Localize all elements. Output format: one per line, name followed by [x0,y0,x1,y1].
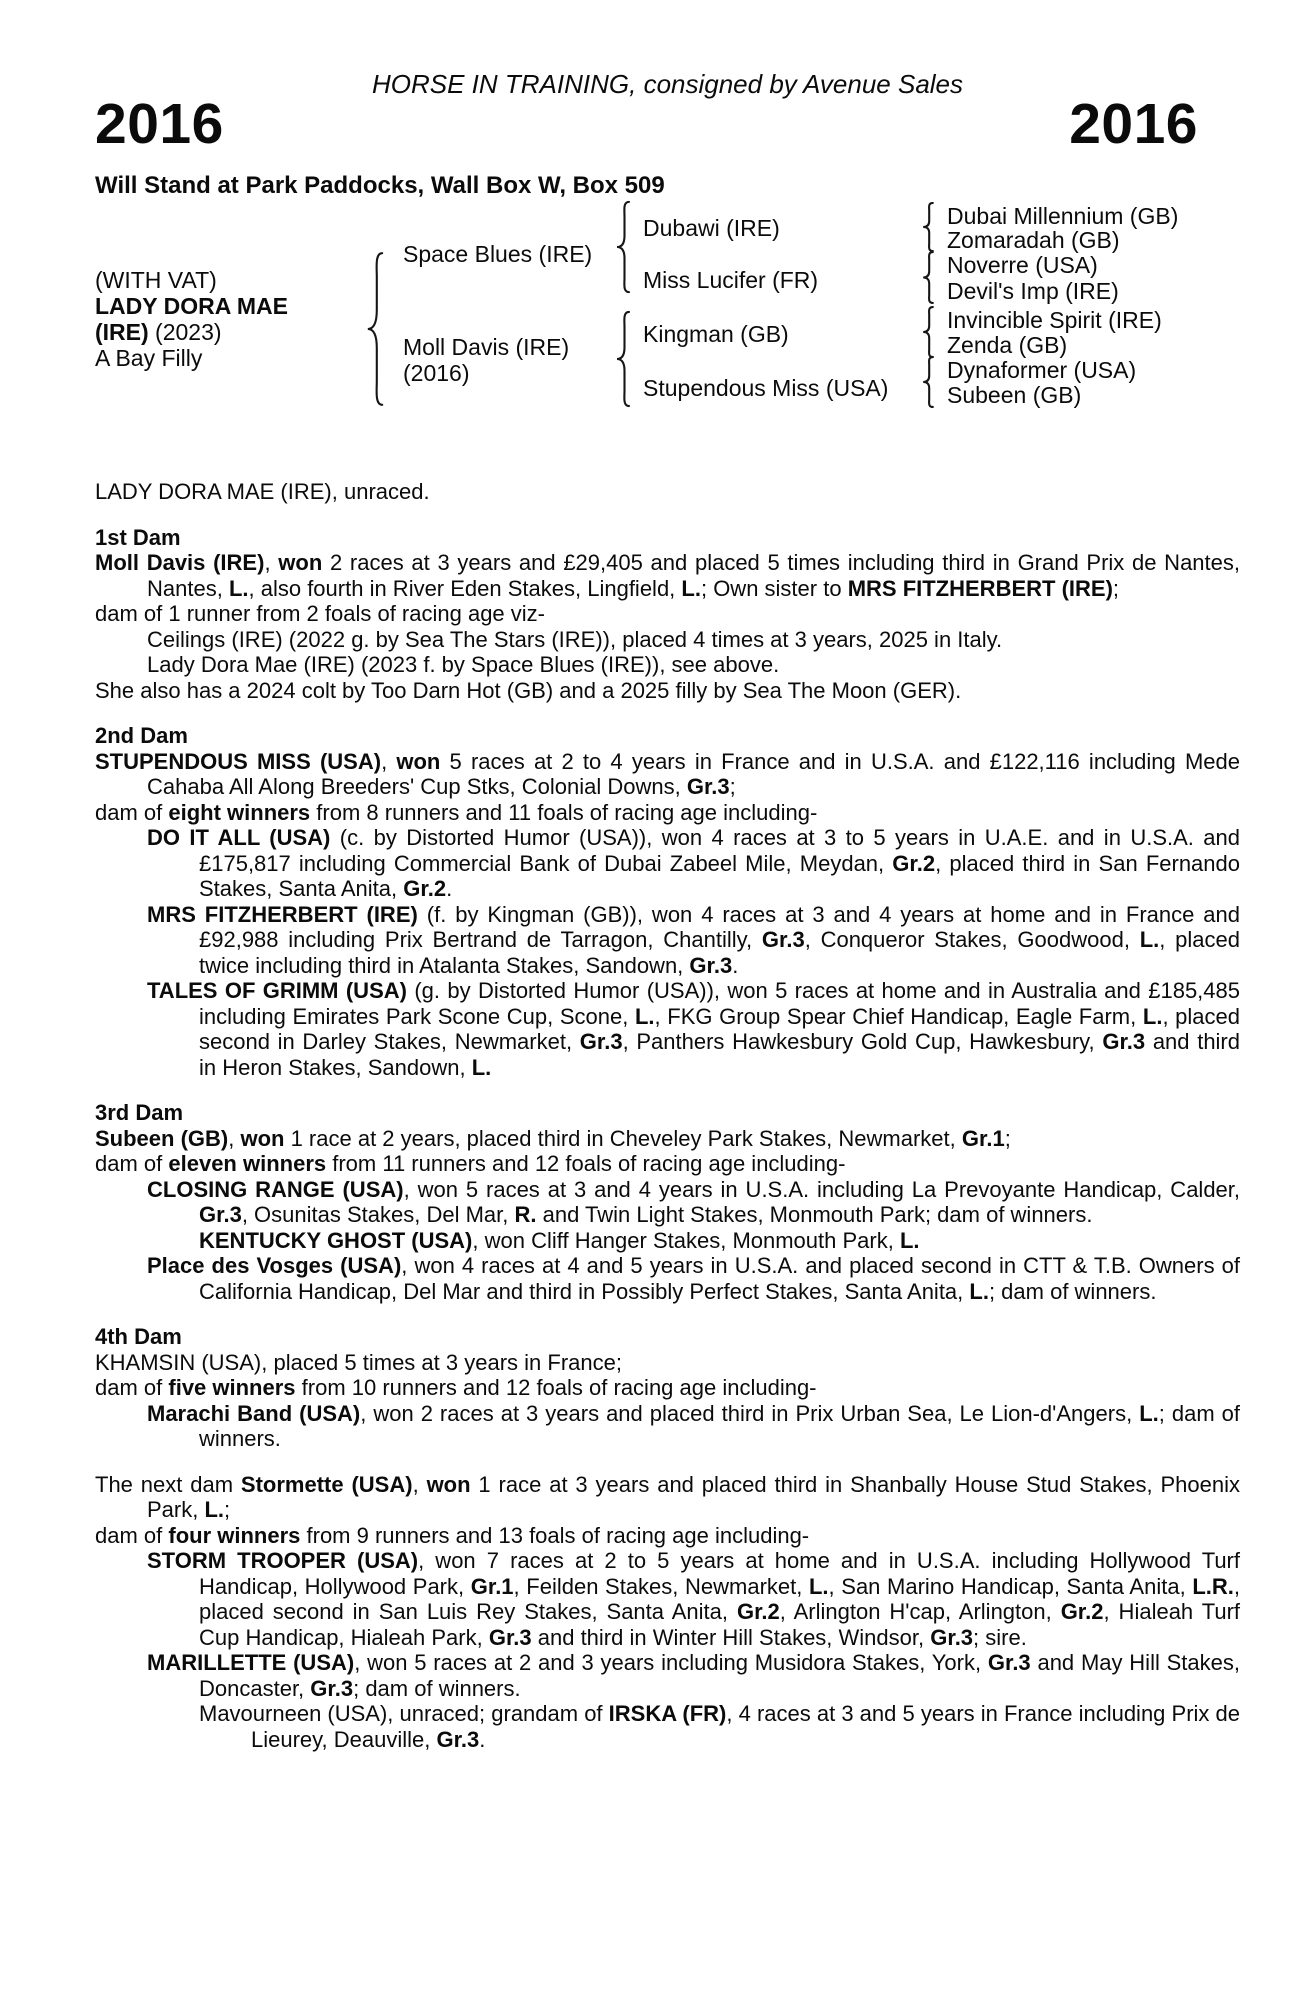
text: , Hialeah Turf Cup Handicap, Hialeah Park, [199,1599,1241,1650]
pedigree-brace-gg2 [920,251,936,304]
bold-text: five winners [168,1375,296,1400]
place-des-vosges-entry [95,1253,1240,1304]
text: , Panthers Hawkesbury Gold Cup, Hawkesbury, [622,1029,1103,1054]
she-also-has-line [95,678,1240,704]
gg-sire-sire-sire: Dubai Millennium (GB) [947,203,1179,229]
bold-text: L. [1139,927,1160,952]
text: , Arlington H'cap, Arlington, [779,1599,1061,1624]
do-it-all-entry [95,825,1240,902]
text: and Twin Light Stakes, Monmouth Park; dam of winners. [536,1202,1093,1227]
bold-text: L.R. [1192,1573,1234,1599]
dam-year: (2016) [403,360,470,386]
bold-text: L. [204,1497,225,1522]
closing-range-entry [95,1177,1240,1228]
text: 4th Dam [95,1324,182,1349]
gg-sire-dam-dam: Devil's Imp (IRE) [947,278,1119,304]
text: She also has a 2024 colt by Too Darn Hot (GB) and a 2025 filly by Sea The Moon (GER). [95,677,962,703]
pedigree-brace-dam [613,310,633,408]
fourth-dam-entry [95,1350,1240,1376]
text: dam of 1 runner from 2 foals of racing age viz- [95,601,545,626]
bold-text: L. [681,575,701,601]
bold-text: TALES OF GRIMM (USA) [147,978,407,1003]
text: KHAMSIN (USA), placed 5 times at 3 years in France; [95,1349,622,1375]
text: and third in Winter Hill Stakes, Windsor, [531,1624,931,1650]
text: from 8 runners and 11 foals of racing age including- [310,799,818,825]
text: 5 races at 2 to 4 years in France and in U.S.A. and £122,116 including Mede Cahaba All Along Breeders' Cup Stks, Colonial Downs, [147,748,1240,799]
bold-text: Gr.3 [199,1202,242,1227]
bold-text: won [240,1125,285,1151]
pedigree-brace-main [363,250,387,408]
bold-text: four winners [168,1522,301,1548]
dam-dam: Stupendous Miss (USA) [643,375,889,401]
first-dam-produce-line [95,601,1240,627]
horse-description: A Bay Filly [95,345,203,371]
lot-number-left: 2016 [95,92,224,156]
bold-text: L. [1139,1400,1159,1426]
text: LADY DORA MAE (IRE), unraced. [95,479,430,504]
text: 1 race at 2 years, placed third in Cheveley Park Stakes, Newmarket, [284,1125,962,1151]
bold-text: eleven winners [168,1151,327,1176]
dam-name: Moll Davis (IRE) [403,334,570,360]
pedigree-brace-gg4 [920,356,936,408]
bold-text: Gr.3 [310,1675,354,1701]
text: , San Marino Handicap, Santa Anita, [828,1573,1193,1599]
first-dam-heading [95,525,1240,551]
bold-text: won [278,550,323,575]
marillette-entry [95,1650,1240,1701]
bold-text: Gr.3 [579,1029,623,1054]
text: , also fourth in River Eden Stakes, Lingfield, [248,575,682,601]
sire-name: Space Blues (IRE) [403,241,593,267]
text: , [381,748,397,774]
sire-dam: Miss Lucifer (FR) [643,267,819,293]
text: ; [1004,1125,1011,1151]
next-dam-produce-line [95,1523,1240,1549]
text: dam of [95,1151,169,1176]
bold-text: Place des Vosges (USA) [147,1253,402,1278]
text: dam of [95,1522,169,1548]
text: and May Hill Stakes, Doncaster, [199,1650,1240,1701]
bold-text: L. [808,1573,829,1599]
gg-dam-dam-sire: Dynaformer (USA) [947,357,1137,383]
mavourneen-entry [95,1701,1240,1752]
text: , placed twice including third in Atalanta Stakes, Sandown, [199,927,1240,978]
third-dam-entry [95,1126,1240,1152]
fourth-dam-produce-line [95,1375,1240,1401]
text: Ceilings (IRE) (2022 g. by Sea The Stars (IRE)), placed 4 times at 3 years, 2025 in Italy. [147,626,1003,652]
text: , won 2 races at 3 years and placed third in Prix Urban Sea, Le Lion-d'Angers, [360,1400,1140,1426]
storm-trooper-entry [95,1548,1240,1650]
bold-text: Gr.2 [403,876,447,901]
pedigree-brace-gg3 [920,306,936,358]
bold-text: Gr.3 [488,1624,532,1650]
text: , placed third in San Fernando Stakes, Santa Anita, [199,850,1240,901]
tales-of-grimm-entry [95,978,1240,1080]
gg-sire-dam-sire: Noverre (USA) [947,252,1098,278]
bold-text: Gr.2 [1060,1599,1104,1624]
bold-text: Gr.3 [761,927,805,952]
gg-sire-sire-dam: Zomaradah (GB) [947,227,1120,253]
gg-dam-dam-dam: Subeen (GB) [947,382,1082,408]
text: 3rd Dam [95,1100,184,1125]
text: Mavourneen (USA), unraced; grandam of [199,1701,609,1726]
text: from 9 runners and 13 foals of racing age including- [300,1522,810,1548]
bold-text: Marachi Band (USA) [147,1400,361,1426]
bold-text: DO IT ALL (USA) [147,825,331,850]
bold-text: STUPENDOUS MISS (USA) [95,748,382,774]
mrs-fitzherbert-entry [95,902,1240,979]
bold-text: CLOSING RANGE (USA) [147,1176,404,1202]
bold-text: (IRE) [95,319,149,345]
text: 1 race at 3 years and placed third in Shanbally House Stud Stakes, Phoenix Park, [147,1471,1240,1522]
sire-sire: Dubawi (IRE) [643,215,780,241]
bold-text: Stormette (USA) [240,1471,413,1497]
bold-text: IRSKA (FR) [608,1701,727,1726]
horse-name: LADY DORA MAE [95,293,288,319]
lot-number-right: 2016 [1069,92,1198,156]
first-dam-entry [95,550,1240,601]
text: (g. by Distorted Humor (USA)), won 5 races at home and in Australia and £185,485 including Emirates Park Scone Cup, Scone, [199,978,1240,1029]
bold-text: L. [634,1003,655,1029]
text: from 11 runners and 12 foals of racing age including- [326,1151,846,1176]
text: ; Own sister to [700,575,848,601]
text: , Conqueror Stakes, Goodwood, [804,927,1140,952]
text: 1st Dam [95,524,181,550]
stand-location-line: Will Stand at Park Paddocks, Wall Box W, Box 509 [95,172,665,199]
gg-dam-sire-dam: Zenda (GB) [947,332,1068,358]
lady-dora-mae-entry [95,652,1240,678]
bold-text: Moll Davis (IRE) [95,550,265,575]
bold-text: MARILLETTE (USA) [147,1650,355,1675]
consignment-line: HORSE IN TRAINING, consigned by Avenue Sales [371,69,964,99]
pedigree-brace-sire [613,200,633,294]
third-dam-produce-line [95,1151,1240,1177]
text: , Feilden Stakes, Newmarket, [513,1573,809,1599]
text: , placed second in San Luis Rey Stakes, Santa Anita, [199,1573,1240,1624]
bold-text: won [426,1471,471,1497]
bold-text: eight winners [168,799,311,825]
text: (c. by Distorted Humor (USA)), won 4 races at 3 to 5 years in U.A.E. and in U.S.A. and £175,817 including Commercial Bank of Dubai Zabeel Mile, Meydan, [199,825,1240,876]
bold-text: L. [471,1054,492,1080]
next-dam-entry [95,1472,1240,1523]
dam-sire: Kingman (GB) [643,321,789,347]
text: ; sire. [973,1624,1027,1650]
horse-suffix-year [95,320,222,345]
text: , won 5 races at 2 and 3 years including Musidora Stakes, York, [354,1650,988,1675]
vat-note: (WITH VAT) [95,267,217,293]
bold-text: R. [514,1202,537,1227]
text: (2023) [148,319,222,345]
second-dam-produce-line [95,800,1240,826]
text: , 4 races at 3 and 5 years in France including Prix de Lieurey, Deauville, [251,1701,1240,1752]
kentucky-ghost-entry [95,1228,1240,1254]
page-header [95,69,1240,172]
gg-dam-sire-sire: Invincible Spirit (IRE) [947,307,1162,333]
text: , FKG Group Spear Chief Handicap, Eagle Farm, [654,1003,1143,1029]
text: ; [729,774,736,799]
ceilings-entry [95,627,1240,653]
bold-text: Gr.1 [470,1573,514,1599]
bold-text: L. [228,575,249,601]
bold-text: Gr.3 [930,1624,974,1650]
fourth-dam-heading [95,1324,1240,1350]
text: 2nd Dam [95,723,188,748]
bold-text: Gr.3 [689,952,733,978]
text: dam of [95,1375,169,1400]
text: ; [224,1497,231,1522]
bold-text: Gr.3 [1102,1029,1146,1054]
bold-text: Gr.2 [892,850,936,876]
text: . [479,1726,486,1752]
bold-text: L. [899,1227,920,1253]
second-dam-heading [95,723,1240,749]
text: ; dam of winners. [353,1675,521,1701]
second-dam-entry [95,749,1240,800]
third-dam-heading [95,1100,1240,1126]
text: . [732,952,739,978]
text: , placed second in Darley Stakes, Newmarket, [199,1003,1241,1054]
bold-text: won [396,748,441,774]
text: , [264,550,279,575]
bold-text: KENTUCKY GHOST (USA) [199,1227,473,1253]
text: dam of [95,799,169,825]
text: ; dam of winners. [199,1400,1240,1451]
text: ; dam of winners. [988,1278,1157,1304]
text: , [228,1125,241,1151]
bold-text: L. [1142,1003,1163,1029]
text: , won 5 races at 3 and 4 years in U.S.A. including La Prevoyante Handicap, Calder, [403,1176,1241,1202]
text: , [412,1471,427,1497]
bold-text: Gr.2 [736,1599,780,1624]
text: The next dam [95,1471,241,1497]
text: Lady Dora Mae (IRE) (2023 f. by Space Blues (IRE)), see above. [147,652,780,677]
text: , Osunitas Stakes, Del Mar, [241,1202,515,1227]
text: and third in Heron Stakes, Sandown, [199,1029,1240,1080]
text: , won 4 races at 4 and 5 years in U.S.A. and placed second in CTT & T.B. Owners of California Handicap, Del Mar and third in Possibly Perfect Stakes, Santa Anita, [199,1253,1240,1304]
unraced-note [95,479,1240,505]
bold-text: MRS FITZHERBERT (IRE) [147,901,418,927]
bold-text: Gr.3 [987,1650,1031,1675]
text: ; [1112,575,1120,601]
bold-text: Gr.1 [961,1125,1005,1151]
catalogue-body [95,479,1240,1752]
text: , won 7 races at 2 to 5 years at home and in U.S.A. including Hollywood Turf Handicap, Hollywood Park, [199,1548,1240,1599]
pedigree-brace-gg1 [920,202,936,252]
text: from 10 runners and 12 foals of racing age including- [295,1375,817,1400]
bold-text: Subeen (GB) [95,1125,229,1151]
text: (f. by Kingman (GB)), won 4 races at 3 and 4 years at home and in France and £92,988 including Prix Bertrand de Tarragon, Chantilly, [199,901,1240,952]
bold-text: L. [969,1278,989,1304]
bold-text: Gr.3 [686,774,730,799]
text: . [446,876,453,901]
pedigree-chart [95,200,1240,426]
bold-text: MRS FITZHERBERT (IRE) [847,575,1113,601]
bold-text: STORM TROOPER (USA) [147,1548,419,1573]
bold-text: Gr.3 [436,1726,480,1752]
text: , won Cliff Hanger Stakes, Monmouth Park, [472,1227,900,1253]
marachi-band-entry [95,1401,1240,1452]
text: 2 races at 3 years and £29,405 and placed 5 times including third in Grand Prix de Nantes, Nantes, [147,550,1241,601]
